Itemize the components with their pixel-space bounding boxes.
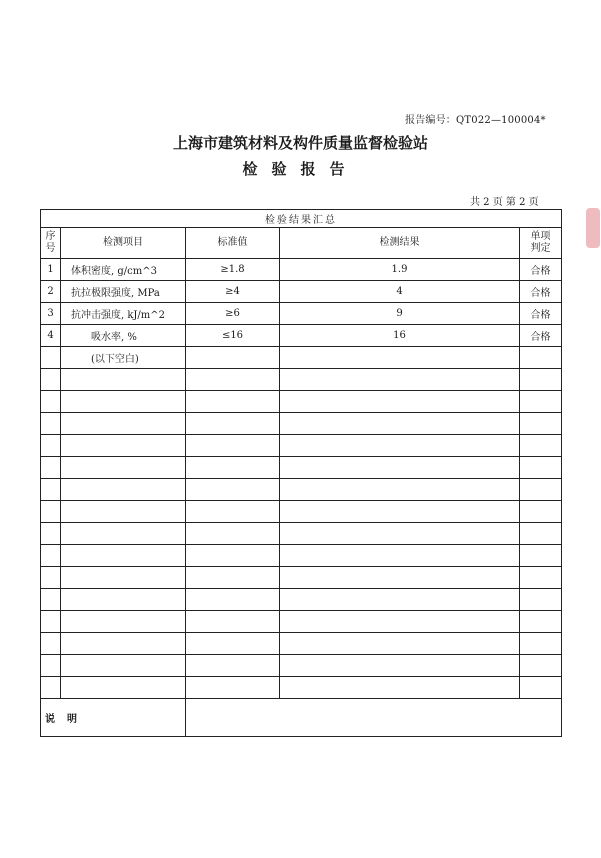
- table-caption: 检验结果汇总: [41, 210, 562, 228]
- table-row: [41, 391, 562, 413]
- note-label: 说明: [41, 699, 186, 737]
- table-row: [41, 479, 562, 501]
- row-seq: 2: [41, 281, 61, 303]
- row-verdict: 合格: [520, 325, 562, 347]
- row-standard: ≥4: [186, 281, 280, 303]
- table-row: [41, 413, 562, 435]
- table-row: [41, 611, 562, 633]
- table-row: [41, 435, 562, 457]
- table-row: [41, 501, 562, 523]
- row-result: 1.9: [280, 259, 520, 281]
- row-result: 16: [280, 325, 520, 347]
- row-standard: ≥1.8: [186, 259, 280, 281]
- row-verdict: 合格: [520, 303, 562, 325]
- column-header-seq: 序号: [41, 228, 61, 259]
- row-verdict: 合格: [520, 281, 562, 303]
- table-row: [41, 457, 562, 479]
- table-row: [41, 325, 562, 347]
- stamp-edge-mark: [586, 208, 600, 248]
- row-item: 吸水率, %: [61, 325, 186, 347]
- column-header-standard: 标准值: [186, 228, 280, 259]
- table-row: [41, 589, 562, 611]
- row-item: 抗冲击强度, kJ/m^2: [61, 303, 186, 325]
- note-content: [186, 699, 562, 737]
- table-row: [41, 369, 562, 391]
- table-row: [41, 677, 562, 699]
- table-row: [41, 523, 562, 545]
- results-summary-table: [40, 209, 562, 737]
- blank-note: (以下空白): [61, 347, 186, 369]
- table-row: [41, 347, 562, 369]
- row-standard: ≥6: [186, 303, 280, 325]
- table-row: [41, 545, 562, 567]
- table-row: [41, 281, 562, 303]
- page-count: 共 2 页 第 2 页: [470, 197, 539, 208]
- table-row: [41, 655, 562, 677]
- row-verdict: 合格: [520, 259, 562, 281]
- table-row: [41, 259, 562, 281]
- row-item: 体积密度, g/cm^3: [61, 259, 186, 281]
- column-header-verdict: 单项判定: [520, 228, 562, 259]
- table-row: [41, 303, 562, 325]
- row-seq: 3: [41, 303, 61, 325]
- row-result: 9: [280, 303, 520, 325]
- row-seq: 1: [41, 259, 61, 281]
- row-item: 抗拉极限强度, MPa: [61, 281, 186, 303]
- row-standard: ≤16: [186, 325, 280, 347]
- table-row: [41, 633, 562, 655]
- document-title: 检验报告: [242, 160, 359, 178]
- row-seq: 4: [41, 325, 61, 347]
- report-number: 报告编号：QT022—100004*: [405, 115, 546, 126]
- row-result: 4: [280, 281, 520, 303]
- organization-title: 上海市建筑材料及构件质量监督检验站: [172, 134, 428, 152]
- table-row: [41, 567, 562, 589]
- column-header-item: 检测项目: [61, 228, 186, 259]
- column-header-result: 检测结果: [280, 228, 520, 259]
